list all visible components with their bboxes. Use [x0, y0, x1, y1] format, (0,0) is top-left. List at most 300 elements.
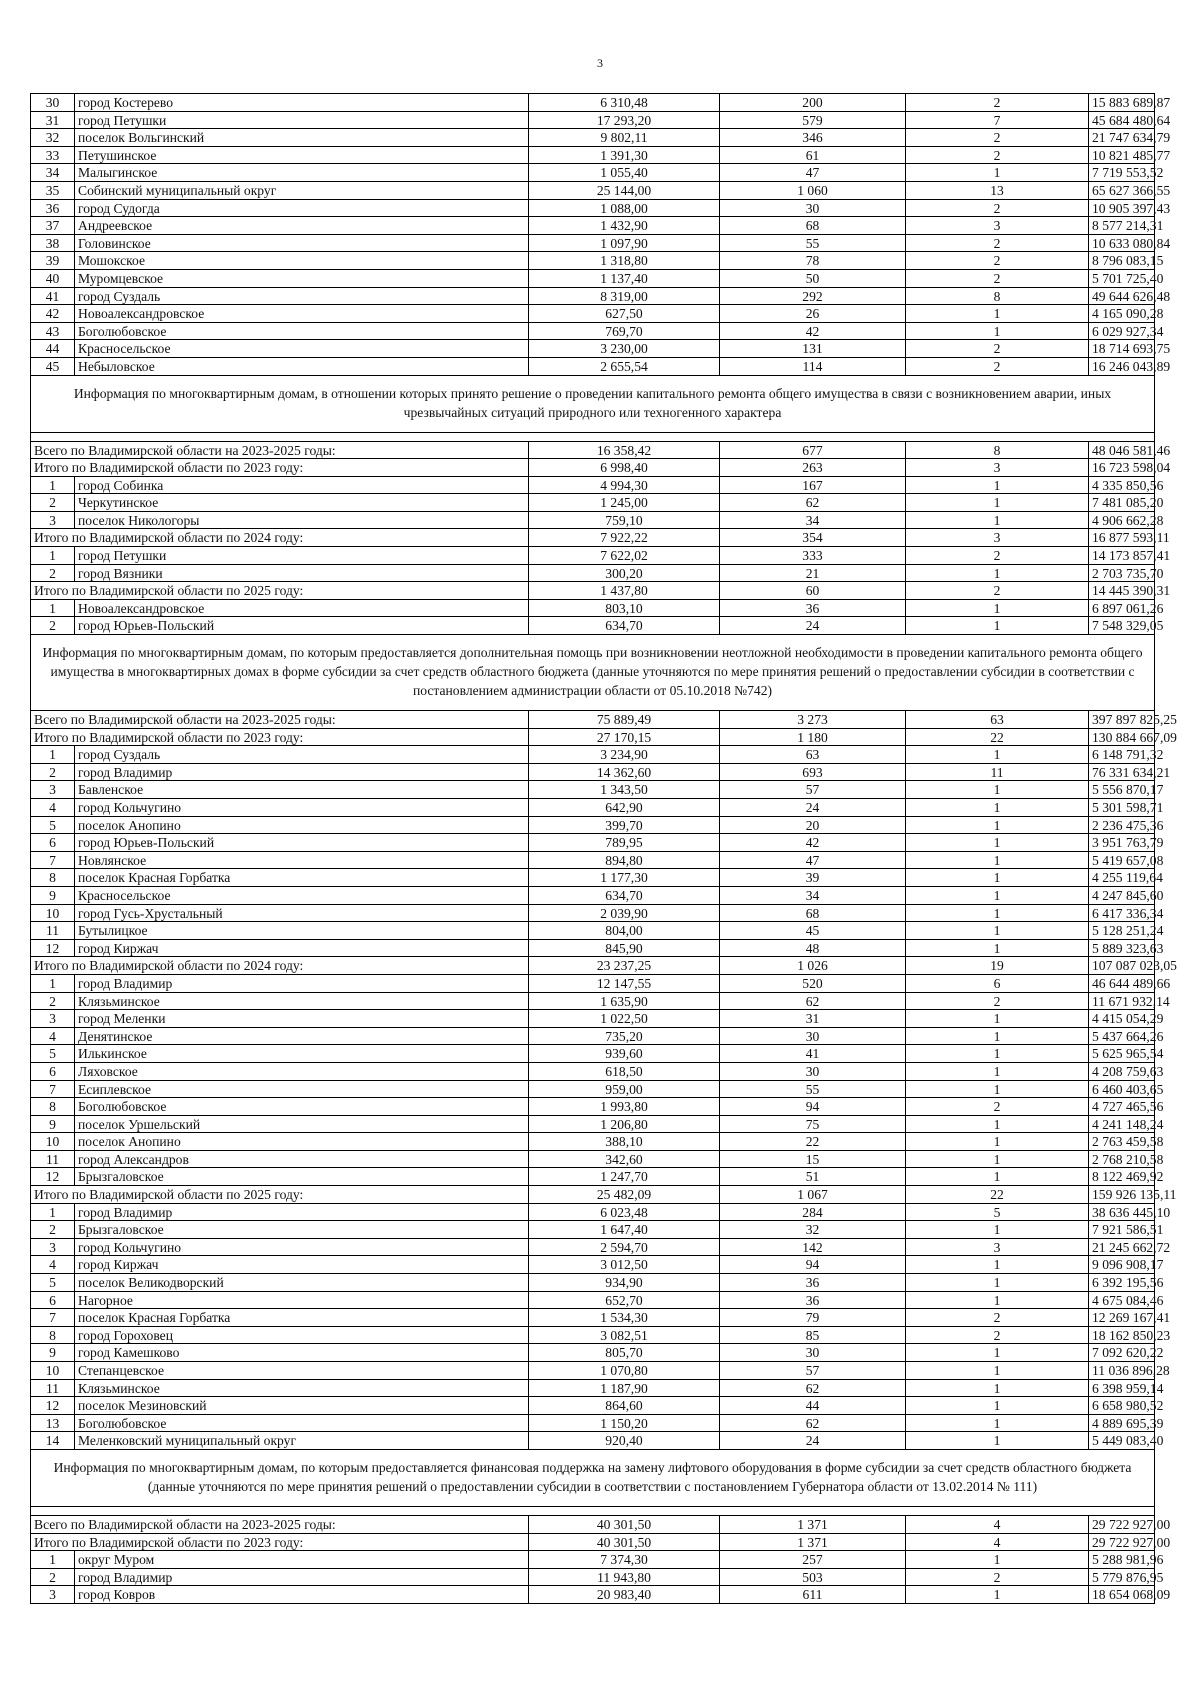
cost-cell: 48 046 581,46 [1092, 442, 1171, 458]
row-number: 42 [31, 305, 75, 323]
area-cell: 14 362,60 [529, 764, 720, 782]
table-row [31, 600, 1164, 618]
municipality-name: город Кольчугино [75, 1239, 529, 1257]
table-row [31, 547, 1171, 565]
table-row [31, 565, 1164, 583]
houses-cell: 1 [906, 1415, 1089, 1433]
residents-cell: 94 [720, 1098, 906, 1116]
row-number: 33 [31, 147, 75, 165]
houses-cell: 1 [906, 1028, 1089, 1046]
municipality-name: Есиплевское [75, 1081, 529, 1099]
area-cell: 25 482,09 [529, 1186, 720, 1204]
residents-cell: 62 [720, 1380, 906, 1398]
municipality-name: поселок Мезиновский [75, 1397, 529, 1415]
area-cell: 399,70 [529, 817, 720, 835]
grand-total-row [31, 1516, 1171, 1534]
residents-cell: 55 [720, 1081, 906, 1099]
cost-cell: 11 671 932,14 [1092, 993, 1170, 1009]
year-total-row [31, 729, 1177, 747]
row-number: 2 [31, 993, 75, 1011]
area-cell: 735,20 [529, 1028, 720, 1046]
houses-cell: 63 [906, 711, 1089, 729]
houses-cell: 6 [906, 975, 1089, 993]
row-number: 8 [31, 1327, 75, 1345]
area-cell: 3 230,00 [529, 340, 720, 358]
area-cell: 40 301,50 [529, 1516, 720, 1534]
table-row [31, 1551, 1164, 1569]
table-row [31, 112, 1171, 130]
cost-cell: 16 723 598,04 [1092, 460, 1171, 476]
cost-cell: 7 092 620,22 [1092, 1345, 1164, 1361]
houses-cell: 1 [906, 817, 1089, 835]
table-row [31, 1133, 1164, 1151]
houses-cell: 2 [906, 270, 1089, 288]
houses-cell: 22 [906, 729, 1089, 747]
residents-cell: 3 273 [720, 711, 906, 729]
residents-cell: 167 [720, 477, 906, 495]
municipality-name: Брызгаловское [75, 1168, 529, 1186]
cost-cell: 76 331 634,21 [1092, 764, 1171, 780]
row-number: 2 [31, 565, 75, 583]
residents-cell: 47 [720, 852, 906, 870]
municipality-name: Малыгинское [75, 164, 529, 182]
residents-cell: 55 [720, 235, 906, 253]
row-number: 5 [31, 1045, 75, 1063]
municipality-name: город Петушки [75, 547, 529, 565]
area-cell: 7 922,22 [529, 529, 720, 547]
row-number: 43 [31, 323, 75, 341]
cost-cell: 130 884 667,09 [1092, 729, 1177, 745]
residents-cell: 200 [720, 94, 906, 112]
cost-cell: 7 719 553,52 [1092, 165, 1164, 181]
cost-cell: 5 449 083,40 [1092, 1433, 1164, 1449]
row-number: 1 [31, 1551, 75, 1569]
page-number: 3 [597, 56, 603, 70]
area-cell: 1 022,50 [529, 1010, 720, 1028]
cost-cell: 18 714 693,75 [1092, 341, 1171, 357]
table-row [31, 358, 1171, 376]
area-cell: 1 391,30 [529, 147, 720, 165]
total-label: Итого по Владимирской области по 2023 году: [31, 459, 529, 477]
total-label: Итого по Владимирской области по 2023 году: [31, 729, 529, 747]
municipality-name: Бутылицкое [75, 922, 529, 940]
cost-cell: 8 122 469,92 [1092, 1169, 1164, 1185]
row-number: 31 [31, 112, 75, 130]
row-number: 5 [31, 817, 75, 835]
residents-cell: 693 [720, 764, 906, 782]
table-row [31, 1063, 1164, 1081]
area-cell: 1 206,80 [529, 1116, 720, 1134]
residents-cell: 284 [720, 1204, 906, 1222]
area-cell: 1 318,80 [529, 252, 720, 270]
houses-cell: 1 [906, 1256, 1089, 1274]
municipality-name: город Вязники [75, 565, 529, 583]
residents-cell: 26 [720, 305, 906, 323]
area-cell: 300,20 [529, 565, 720, 583]
cost-cell: 5 625 965,54 [1092, 1046, 1164, 1062]
area-cell: 388,10 [529, 1133, 720, 1151]
cost-cell: 5 701 725,40 [1092, 270, 1164, 286]
row-number: 1 [31, 547, 75, 565]
houses-cell: 4 [906, 1534, 1089, 1552]
municipality-name: город Александров [75, 1151, 529, 1169]
cost-cell: 2 768 210,58 [1092, 1151, 1164, 1167]
houses-cell: 2 [906, 1569, 1089, 1587]
houses-cell: 1 [906, 1344, 1089, 1362]
row-number: 37 [31, 217, 75, 235]
area-cell: 652,70 [529, 1292, 720, 1310]
cost-cell: 5 437 664,26 [1092, 1028, 1164, 1044]
houses-cell: 1 [906, 1362, 1089, 1380]
cost-cell: 29 722 927,00 [1092, 1516, 1171, 1532]
houses-cell: 5 [906, 1204, 1089, 1222]
total-label: Итого по Владимирской области по 2024 году: [31, 957, 529, 975]
residents-cell: 24 [720, 1432, 906, 1450]
municipality-name: город Костерево [75, 94, 529, 112]
houses-cell: 1 [906, 1133, 1089, 1151]
table-row [31, 975, 1171, 993]
houses-cell: 1 [906, 164, 1089, 182]
houses-cell: 1 [906, 512, 1089, 530]
municipality-name: поселок Красная Горбатка [75, 869, 529, 887]
cost-cell: 8 577 214,31 [1092, 218, 1164, 234]
grand-total-row [31, 711, 1177, 729]
municipality-name: город Ковров [75, 1586, 529, 1604]
residents-cell: 1 371 [720, 1516, 906, 1534]
row-number: 39 [31, 252, 75, 270]
section-info-heading: Информация по многоквартирным домам, в отношении которых принято решение о проведении капитального ремонта общего имущества в связи с возникновением аварии, иных чрезвычайных ситуаций природного или техногенного характера [31, 376, 1154, 433]
cost-cell: 5 556 870,17 [1092, 782, 1164, 798]
area-cell: 1 097,90 [529, 235, 720, 253]
houses-cell: 2 [906, 200, 1089, 218]
cost-cell: 10 905 397,43 [1092, 200, 1171, 216]
table-row [31, 1344, 1164, 1362]
municipality-name: город Владимир [75, 1569, 529, 1587]
area-cell: 1 150,20 [529, 1415, 720, 1433]
municipality-name: поселок Уршельский [75, 1116, 529, 1134]
area-cell: 2 039,90 [529, 905, 720, 923]
table-row [31, 147, 1171, 165]
cost-cell: 7 548 329,05 [1092, 618, 1164, 634]
cost-cell: 9 096 908,17 [1092, 1257, 1164, 1273]
section-spacer [31, 1507, 1154, 1516]
houses-cell: 2 [906, 358, 1089, 376]
row-number: 12 [31, 1168, 75, 1186]
row-number: 38 [31, 235, 75, 253]
houses-cell: 1 [906, 1151, 1089, 1169]
row-number: 11 [31, 922, 75, 940]
table-row [31, 940, 1164, 958]
table-row [31, 1362, 1170, 1380]
row-number: 7 [31, 1081, 75, 1099]
area-cell: 6 023,48 [529, 1204, 720, 1222]
residents-cell: 48 [720, 940, 906, 958]
municipality-name: город Гусь-Хрустальный [75, 905, 529, 923]
cost-cell: 4 906 662,28 [1092, 512, 1164, 528]
residents-cell: 36 [720, 1292, 906, 1310]
row-number: 1 [31, 975, 75, 993]
row-number: 5 [31, 1274, 75, 1292]
cost-cell: 4 255 119,64 [1092, 870, 1163, 886]
residents-cell: 36 [720, 600, 906, 618]
houses-cell: 3 [906, 529, 1089, 547]
cost-cell: 397 897 825,25 [1092, 712, 1177, 728]
table-row [31, 1221, 1164, 1239]
area-cell: 1 070,80 [529, 1362, 720, 1380]
houses-cell: 4 [906, 1516, 1089, 1534]
row-number: 8 [31, 1098, 75, 1116]
area-cell: 3 012,50 [529, 1256, 720, 1274]
table-row [31, 817, 1164, 835]
table-row [31, 1397, 1164, 1415]
table-row [31, 852, 1164, 870]
houses-cell: 2 [906, 993, 1089, 1011]
residents-cell: 75 [720, 1116, 906, 1134]
cost-cell: 3 951 763,79 [1092, 835, 1164, 851]
houses-cell: 1 [906, 477, 1089, 495]
area-cell: 23 237,25 [529, 957, 720, 975]
residents-cell: 263 [720, 459, 906, 477]
cost-cell: 14 445 390,31 [1092, 583, 1171, 599]
cost-cell: 4 247 845,60 [1092, 887, 1164, 903]
table-row [31, 235, 1171, 253]
area-cell: 3 082,51 [529, 1327, 720, 1345]
residents-cell: 78 [720, 252, 906, 270]
area-cell: 1 088,00 [529, 200, 720, 218]
row-number: 6 [31, 1292, 75, 1310]
houses-cell: 1 [906, 922, 1089, 940]
area-cell: 804,00 [529, 922, 720, 940]
area-cell: 2 655,54 [529, 358, 720, 376]
table-row [31, 1415, 1164, 1433]
area-cell: 12 147,55 [529, 975, 720, 993]
houses-cell: 1 [906, 600, 1089, 618]
area-cell: 1 177,30 [529, 869, 720, 887]
table-row [31, 781, 1164, 799]
row-number: 32 [31, 129, 75, 147]
row-number: 7 [31, 852, 75, 870]
area-cell: 627,50 [529, 305, 720, 323]
cost-cell: 65 627 366,55 [1092, 182, 1171, 198]
table-row [31, 1586, 1171, 1604]
cost-cell: 16 246 043,89 [1092, 358, 1171, 374]
cost-cell: 2 763 459,58 [1092, 1134, 1164, 1150]
houses-cell: 3 [906, 459, 1089, 477]
row-number: 9 [31, 1344, 75, 1362]
row-number: 2 [31, 494, 75, 512]
municipality-name: Боголюбовское [75, 1098, 529, 1116]
residents-cell: 47 [720, 164, 906, 182]
houses-cell: 2 [906, 1327, 1089, 1345]
table-row [31, 1569, 1164, 1587]
table-row [31, 993, 1170, 1011]
municipality-name: Муромцевское [75, 270, 529, 288]
row-number: 9 [31, 1116, 75, 1134]
residents-cell: 39 [720, 869, 906, 887]
row-number: 40 [31, 270, 75, 288]
residents-cell: 1 060 [720, 182, 906, 200]
table-row [31, 1204, 1171, 1222]
section-info-heading: Информация по многоквартирным домам, по которым предоставляется финансовая поддержка на замену лифтового оборудования в форме субсидии за счет средств областного бюджета (данные уточняются по мере принятия решений о предоставлении субсидии в соответствии с постановлением Губернатора области от 13.02.2014 № 111) [31, 1450, 1154, 1507]
residents-cell: 1 371 [720, 1534, 906, 1552]
houses-cell: 2 [906, 147, 1089, 165]
table-row [31, 1256, 1164, 1274]
area-cell: 1 187,90 [529, 1380, 720, 1398]
houses-cell: 2 [906, 340, 1089, 358]
cost-cell: 5 419 657,08 [1092, 852, 1164, 868]
residents-cell: 36 [720, 1274, 906, 1292]
residents-cell: 57 [720, 1362, 906, 1380]
houses-cell: 1 [906, 746, 1089, 764]
area-cell: 634,70 [529, 887, 720, 905]
residents-cell: 30 [720, 1028, 906, 1046]
area-cell: 634,70 [529, 617, 720, 635]
cost-cell: 4 208 759,63 [1092, 1063, 1164, 1079]
residents-cell: 45 [720, 922, 906, 940]
table-row [31, 1151, 1164, 1169]
area-cell: 20 983,40 [529, 1586, 720, 1604]
area-cell: 1 647,40 [529, 1221, 720, 1239]
cost-cell: 159 926 135,11 [1092, 1187, 1177, 1203]
cost-cell: 18 654 068,09 [1092, 1587, 1171, 1603]
municipality-name: город Юрьев-Польский [75, 834, 529, 852]
municipality-name: поселок Красная Горбатка [75, 1309, 529, 1327]
cost-cell: 8 796 083,15 [1092, 253, 1164, 269]
table-row [31, 217, 1164, 235]
table-row [31, 1028, 1164, 1046]
area-cell: 618,50 [529, 1063, 720, 1081]
area-cell: 759,10 [529, 512, 720, 530]
row-number: 12 [31, 1397, 75, 1415]
row-number: 6 [31, 834, 75, 852]
row-number: 4 [31, 1256, 75, 1274]
municipality-name: Денятинское [75, 1028, 529, 1046]
row-number: 30 [31, 94, 75, 112]
table-row [31, 1274, 1164, 1292]
area-cell: 920,40 [529, 1432, 720, 1450]
area-cell: 1 137,40 [529, 270, 720, 288]
table-row [31, 94, 1171, 112]
table-row [31, 1380, 1164, 1398]
municipality-name: город Киржач [75, 1256, 529, 1274]
houses-cell: 7 [906, 112, 1089, 130]
cost-cell: 46 644 489,66 [1092, 975, 1171, 991]
municipality-name: Красносельское [75, 887, 529, 905]
municipality-name: город Петушки [75, 112, 529, 130]
area-cell: 17 293,20 [529, 112, 720, 130]
cost-cell: 7 481 085,20 [1092, 495, 1164, 511]
area-cell: 864,60 [529, 1397, 720, 1415]
year-total-row [31, 459, 1171, 477]
residents-cell: 34 [720, 887, 906, 905]
cost-cell: 18 162 850,23 [1092, 1327, 1171, 1343]
municipality-name: Клязьминское [75, 993, 529, 1011]
municipality-name: Новоалександровское [75, 600, 529, 618]
residents-cell: 42 [720, 834, 906, 852]
table-row [31, 305, 1164, 323]
total-label: Итого по Владимирской области по 2023 году: [31, 1534, 529, 1552]
residents-cell: 61 [720, 147, 906, 165]
houses-cell: 1 [906, 1292, 1089, 1310]
houses-cell: 1 [906, 1045, 1089, 1063]
row-number: 3 [31, 1586, 75, 1604]
houses-cell: 1 [906, 869, 1089, 887]
municipality-name: Нагорное [75, 1292, 529, 1310]
table-row [31, 340, 1171, 358]
residents-cell: 57 [720, 781, 906, 799]
table-row [31, 922, 1164, 940]
houses-cell: 1 [906, 1274, 1089, 1292]
section-spacer [31, 433, 1154, 442]
row-number: 6 [31, 1063, 75, 1081]
area-cell: 342,60 [529, 1151, 720, 1169]
cost-cell: 4 241 148,24 [1092, 1116, 1164, 1132]
table-row [31, 1081, 1164, 1099]
residents-cell: 15 [720, 1151, 906, 1169]
area-cell: 805,70 [529, 1344, 720, 1362]
residents-cell: 31 [720, 1010, 906, 1028]
residents-cell: 30 [720, 200, 906, 218]
municipality-name: Собинский муниципальный округ [75, 182, 529, 200]
municipality-name: город Владимир [75, 975, 529, 993]
municipality-name: город Суздаль [75, 746, 529, 764]
residents-cell: 1 180 [720, 729, 906, 747]
houses-cell: 1 [906, 1397, 1089, 1415]
table-row [31, 323, 1164, 341]
area-cell: 894,80 [529, 852, 720, 870]
houses-cell: 1 [906, 565, 1089, 583]
municipality-name: город Камешково [75, 1344, 529, 1362]
municipality-name: Боголюбовское [75, 323, 529, 341]
cost-cell: 11 036 896,28 [1092, 1363, 1170, 1378]
area-cell: 1 432,90 [529, 217, 720, 235]
municipality-name: город Собинка [75, 477, 529, 495]
houses-cell: 22 [906, 1186, 1089, 1204]
area-cell: 8 319,00 [529, 288, 720, 306]
area-cell: 1 635,90 [529, 993, 720, 1011]
table-row [31, 512, 1164, 530]
row-number: 14 [31, 1432, 75, 1450]
houses-cell: 2 [906, 235, 1089, 253]
table-row [31, 1432, 1164, 1450]
houses-cell: 1 [906, 799, 1089, 817]
residents-cell: 51 [720, 1168, 906, 1186]
cost-cell: 6 398 959,14 [1092, 1380, 1164, 1396]
row-number: 2 [31, 1221, 75, 1239]
total-label: Итого по Владимирской области по 2024 году: [31, 529, 529, 547]
cost-cell: 2 236 475,36 [1092, 817, 1164, 833]
municipality-name: поселок Великодворский [75, 1274, 529, 1292]
residents-cell: 62 [720, 993, 906, 1011]
houses-cell: 1 [906, 305, 1089, 323]
grand-total-row [31, 442, 1171, 460]
municipality-name: округ Муром [75, 1551, 529, 1569]
table-row [31, 1168, 1164, 1186]
residents-cell: 579 [720, 112, 906, 130]
municipality-name: Небыловское [75, 358, 529, 376]
houses-cell: 11 [906, 764, 1089, 782]
residents-cell: 142 [720, 1239, 906, 1257]
houses-cell: 1 [906, 1116, 1089, 1134]
table-row [31, 905, 1164, 923]
municipality-name: Ляховское [75, 1063, 529, 1081]
municipality-name: поселок Никологоры [75, 512, 529, 530]
residents-cell: 30 [720, 1063, 906, 1081]
row-number: 34 [31, 164, 75, 182]
table-row [31, 1292, 1164, 1310]
row-number: 45 [31, 358, 75, 376]
municipality-name: город Суздаль [75, 288, 529, 306]
